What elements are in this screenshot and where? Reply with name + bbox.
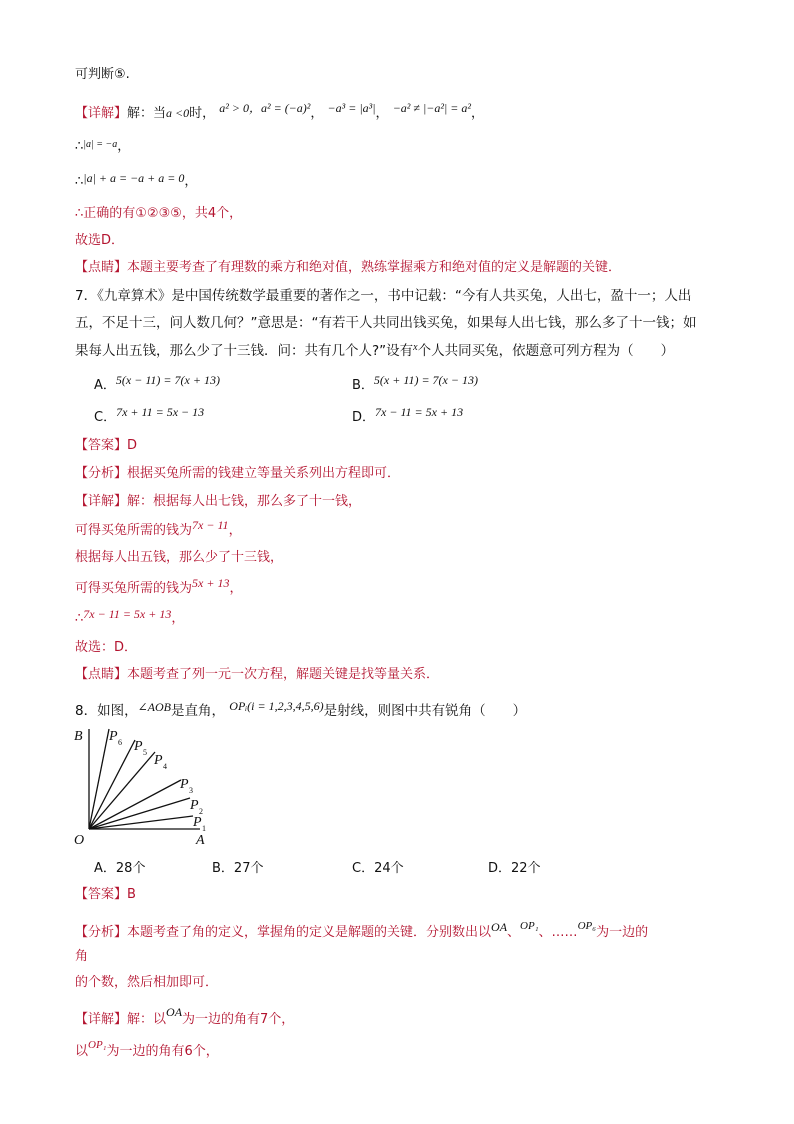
label-p1: P — [193, 815, 202, 830]
q7-option-b[interactable]: B．5(x + 11) = 7(x − 13) — [352, 373, 478, 393]
tip-line-6: 【点睛】本题主要考查了有理数的乘方和绝对值，熟练掌握乘方和绝对值的定义是解题的关键． — [75, 260, 622, 275]
choose-d-line: 故选D． — [75, 233, 125, 248]
svg-text:6: 6 — [118, 738, 122, 747]
svg-text:4: 4 — [163, 762, 167, 771]
q8-analysis-wrap: 角 — [75, 949, 89, 964]
therefore-abs-line: ∴$^{|a| = -a}$， — [75, 139, 131, 154]
q8-answer: 【答案】B — [75, 887, 136, 902]
detail-tag: 【详解】 — [75, 106, 128, 121]
q8-detail-2: 以$^{OP_1}$为一边的角有6个， — [75, 1039, 219, 1059]
q7-detail-5: ∴7x − 11 = 5x + 13， — [75, 607, 185, 626]
label-p6: P — [109, 729, 118, 744]
q7-detail-3: 根据每人出五钱，那么少了十三钱， — [75, 550, 284, 565]
q7-tip: 【点睛】本题考查了列一元一次方程，解题关键是找等量关系． — [75, 667, 440, 682]
label-o: O — [74, 833, 85, 848]
ray-op1 — [89, 816, 193, 829]
q7-detail-6: 故选：D． — [75, 640, 138, 655]
label-a: A — [196, 833, 205, 848]
ray-op5 — [89, 740, 135, 829]
q7-detail: 【详解】解：根据每人出七钱，那么多了十一钱， — [75, 494, 362, 509]
svg-text:3: 3 — [189, 786, 193, 795]
label-p5: P — [134, 739, 143, 754]
q8-option-c[interactable]: C．24个 — [352, 861, 404, 876]
q7-line-2: 五，不足十三，问人数几何？”意思是：“有若干人共同出钱买兔，如果每人出七钱，那么多了十一钱；如 — [75, 315, 697, 331]
q7-analysis: 【分析】根据买兔所需的钱建立等量关系列出方程即可． — [75, 466, 401, 481]
svg-text:1: 1 — [202, 824, 206, 833]
svg-text:5: 5 — [143, 748, 147, 757]
q8-option-b[interactable]: B．27个 — [212, 861, 264, 876]
q8-analysis-2: 的个数，然后相加即可． — [75, 975, 219, 990]
q7-line-1: 7．《九章算术》是中国传统数学最重要的著作之一，书中记载：“今有人共买兔，人出七，盈十一；人出 — [75, 288, 692, 304]
q8-analysis: 【分析】本题考查了角的定义，掌握角的定义是解题的关键．分别数出以OA、$^{OP_1}$、……$^{OP_6}$为一边的 — [75, 920, 649, 940]
q7-detail-2: 可得买兔所需的钱为7x − 11， — [75, 518, 242, 538]
q8-option-a[interactable]: A．28个 — [94, 861, 146, 876]
label-p4: P — [154, 753, 163, 768]
detail-line-1: 【详解】解：当a <0时， a² > 0，a² = (−a)²， −a³ = |a³|， −a² ≠ |−a²| = a²， — [75, 101, 484, 121]
ray-op4 — [89, 752, 155, 829]
q7-detail-4: 可得买兔所需的钱为5x + 13， — [75, 576, 243, 596]
q7-line-3: 果每人出五钱，那么少了十三钱．问：共有几个人?”设有$^x$个人共同买兔，依题意可列方程为（ ） — [75, 342, 675, 359]
label-p2: P — [190, 798, 199, 813]
line-judge-5: 可判断⑤. — [75, 67, 130, 82]
q8-option-d[interactable]: D．22个 — [488, 861, 541, 876]
angle-rays-figure — [72, 726, 222, 850]
svg-text:2: 2 — [199, 807, 203, 816]
q7-answer: 【答案】D — [75, 438, 138, 453]
q7-option-a[interactable]: A．5(x − 11) = 7(x + 13) — [94, 373, 220, 393]
q8-stem: 8．如图，∠AOB是直角， OPᵢ(i = 1,2,3,4,5,6)是射线，则图中共有锐角（ ） — [75, 699, 527, 719]
label-b: B — [74, 729, 83, 744]
ray-op6 — [89, 729, 109, 829]
q7-option-d[interactable]: D．7x − 11 = 5x + 13 — [352, 405, 464, 425]
q8-detail: 【详解】解：以OA为一边的角有7个， — [75, 1005, 295, 1027]
correct-count-line: ∴正确的有①②③⑤，共4个， — [75, 206, 243, 221]
q7-option-c[interactable]: C．7x + 11 = 5x − 13 — [94, 405, 205, 425]
label-p3: P — [180, 777, 189, 792]
therefore-sum-line: ∴|a| + a = −a + a = 0， — [75, 171, 198, 189]
